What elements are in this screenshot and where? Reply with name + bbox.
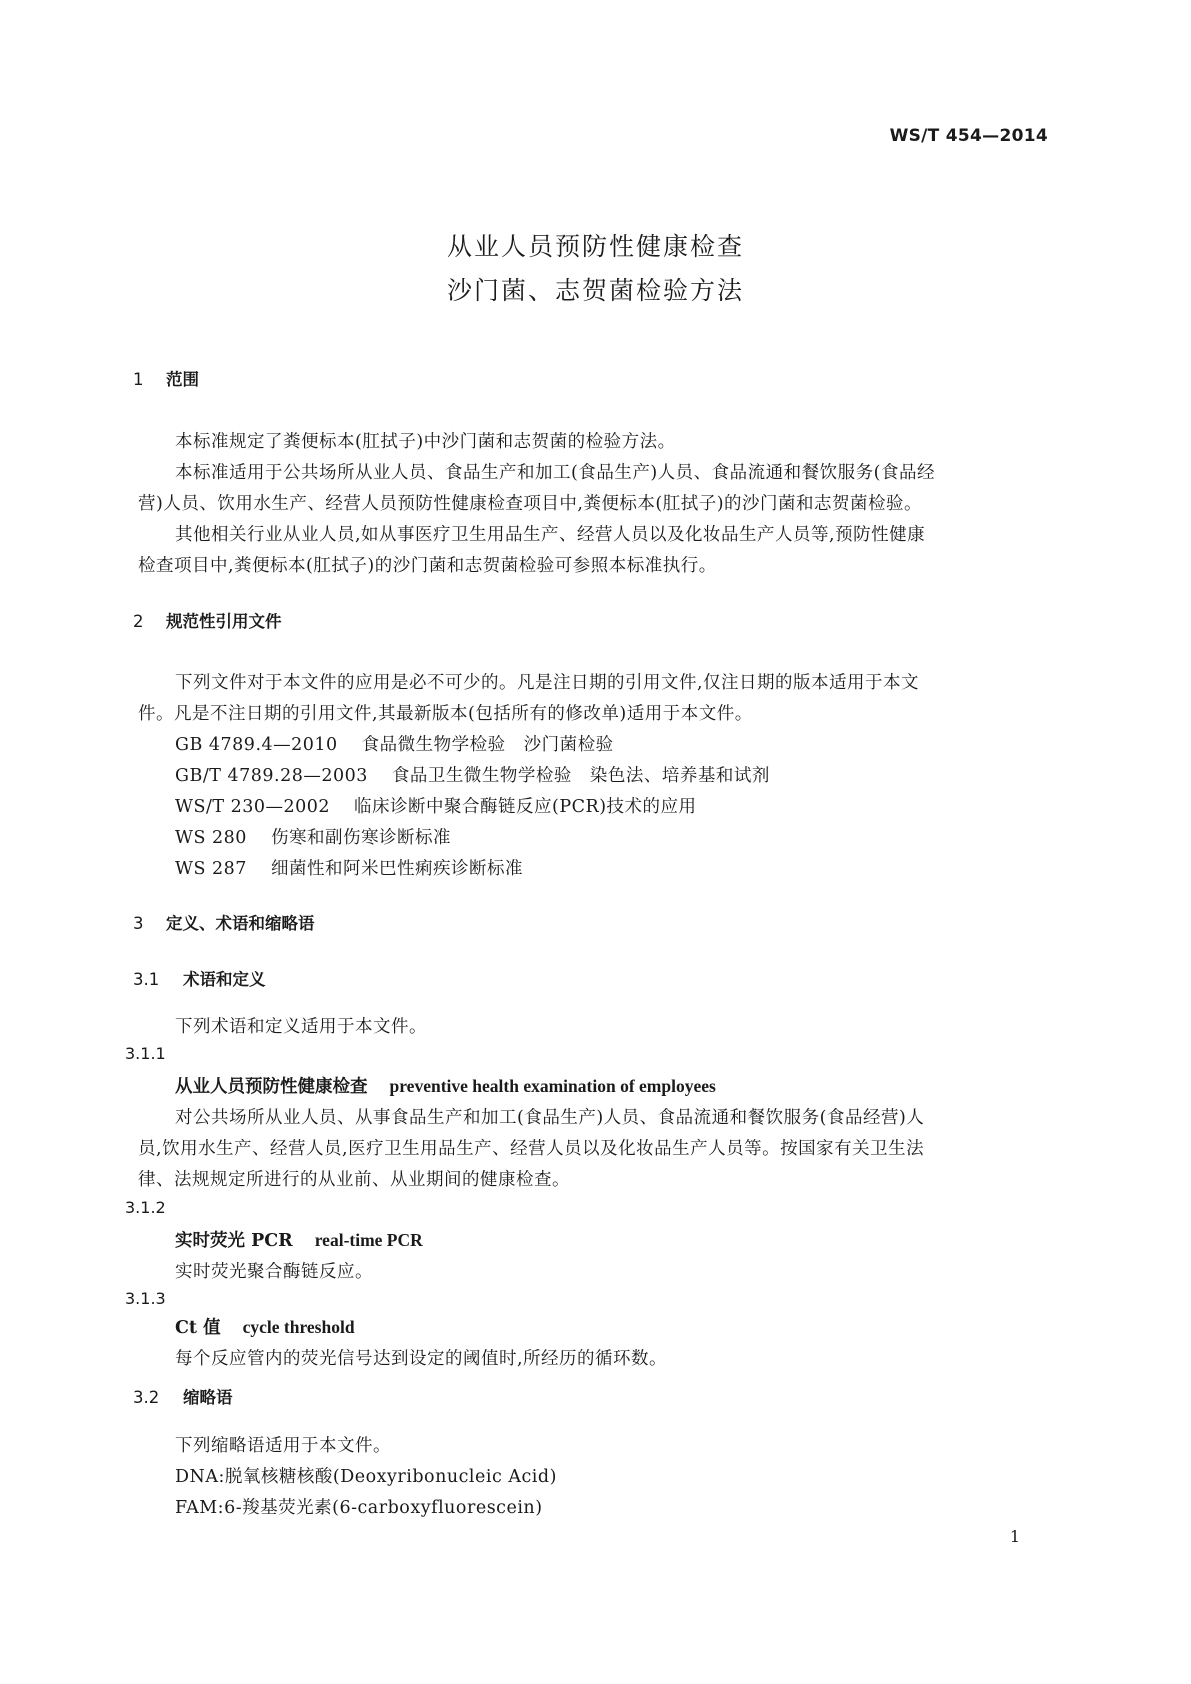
- section-number: 3.2: [133, 1388, 160, 1407]
- document-title-line-1: 从业人员预防性健康检查: [446, 232, 744, 261]
- subsection-3-1-heading: [133, 966, 266, 990]
- normative-reference: [175, 731, 614, 756]
- section-title: 缩略语: [183, 1388, 233, 1407]
- abbreviation: FAM:6-羧基荧光素(6-carboxyfluorescein): [175, 1498, 543, 1518]
- reference-title: 食品卫生微生物学检验 染色法、培养基和试剂: [391, 766, 770, 786]
- reference-title: 临床诊断中聚合酶链反应(PCR)技术的应用: [354, 797, 697, 817]
- normative-reference: [175, 855, 523, 880]
- normative-reference: [175, 793, 697, 818]
- standard-number: WS/T 454—2014: [889, 126, 1048, 146]
- section-title: 规范性引用文件: [166, 612, 282, 631]
- paragraph: 其他相关行业从业人员,如从事医疗卫生用品生产、经营人员以及化妆品生产人员等,预防性健康: [175, 525, 926, 545]
- paragraph: 本标准适用于公共场所从业人员、食品生产和加工(食品生产)人员、食品流通和餐饮服务(食品经: [175, 463, 935, 483]
- section-3-heading: [133, 910, 315, 934]
- paragraph: 下列术语和定义适用于本文件。: [175, 1017, 427, 1037]
- reference-title: 细菌性和阿米巴性痢疾诊断标准: [270, 859, 523, 879]
- document-title-line-2: 沙门菌、志贺菌检验方法: [446, 276, 744, 305]
- term-english: preventive health examination of employees: [389, 1076, 716, 1096]
- section-number: 3: [133, 914, 144, 933]
- paragraph: 下列文件对于本文件的应用是必不可少的。凡是注日期的引用文件,仅注日期的版本适用于本文: [175, 673, 920, 693]
- section-number: 2: [133, 612, 144, 631]
- term-heading: [175, 1073, 716, 1098]
- abbreviation: DNA:脱氧核糖核酸(Deoxyribonucleic Acid): [175, 1467, 557, 1487]
- clause-number: 3.1.3: [125, 1289, 166, 1308]
- term-chinese: 实时荧光 PCR: [175, 1231, 293, 1251]
- paragraph: 营)人员、饮用水生产、经营人员预防性健康检查项目中,粪便标本(肛拭子)的沙门菌和志贺菌检验。: [138, 494, 923, 514]
- paragraph: 下列缩略语适用于本文件。: [175, 1436, 391, 1456]
- normative-reference: [175, 824, 451, 849]
- paragraph: 本标准规定了粪便标本(肛拭子)中沙门菌和志贺菌的检验方法。: [175, 432, 676, 452]
- reference-title: 食品微生物学检验 沙门菌检验: [361, 735, 614, 755]
- section-2-heading: [133, 608, 282, 632]
- definition-text: 律、法规规定所进行的从业前、从业期间的健康检查。: [138, 1170, 570, 1190]
- section-title: 定义、术语和缩略语: [166, 914, 315, 933]
- page-number: 1: [1009, 1527, 1020, 1546]
- definition-text: 员,饮用水生产、经营人员,医疗卫生用品生产、经营人员以及化妆品生产人员等。按国家有关卫生法: [138, 1139, 925, 1159]
- section-number: 1: [133, 370, 144, 389]
- term-chinese: 从业人员预防性健康检查: [175, 1077, 368, 1097]
- normative-reference: [175, 762, 770, 787]
- section-number: 3.1: [133, 970, 160, 989]
- reference-code: GB 4789.4—2010: [175, 735, 338, 755]
- definition-text: 每个反应管内的荧光信号达到设定的阈值时,所经历的循环数。: [175, 1349, 668, 1369]
- definition-text: 实时荧光聚合酶链反应。: [175, 1262, 373, 1282]
- reference-title: 伤寒和副伤寒诊断标准: [270, 828, 451, 848]
- section-title: 术语和定义: [183, 970, 266, 989]
- reference-code: WS/T 230—2002: [175, 797, 331, 817]
- section-1-heading: [133, 366, 199, 390]
- reference-code: WS 287: [175, 859, 247, 879]
- paragraph: 件。凡是不注日期的引用文件,其最新版本(包括所有的修改单)适用于本文件。: [138, 704, 753, 724]
- section-title: 范围: [166, 370, 199, 389]
- paragraph: 检查项目中,粪便标本(肛拭子)的沙门菌和志贺菌检验可参照本标准执行。: [138, 556, 717, 576]
- term-english: real-time PCR: [314, 1230, 423, 1250]
- term-chinese: Ct 值: [175, 1318, 221, 1338]
- term-english: cycle threshold: [242, 1317, 355, 1337]
- reference-code: WS 280: [175, 828, 247, 848]
- subsection-3-2-heading: [133, 1384, 233, 1408]
- clause-number: 3.1.2: [125, 1198, 166, 1217]
- definition-text: 对公共场所从业人员、从事食品生产和加工(食品生产)人员、食品流通和餐饮服务(食品经营)人: [175, 1108, 925, 1128]
- term-heading: [175, 1227, 423, 1252]
- reference-code: GB/T 4789.28—2003: [175, 766, 368, 786]
- clause-number: 3.1.1: [125, 1044, 166, 1063]
- term-heading: [175, 1314, 355, 1339]
